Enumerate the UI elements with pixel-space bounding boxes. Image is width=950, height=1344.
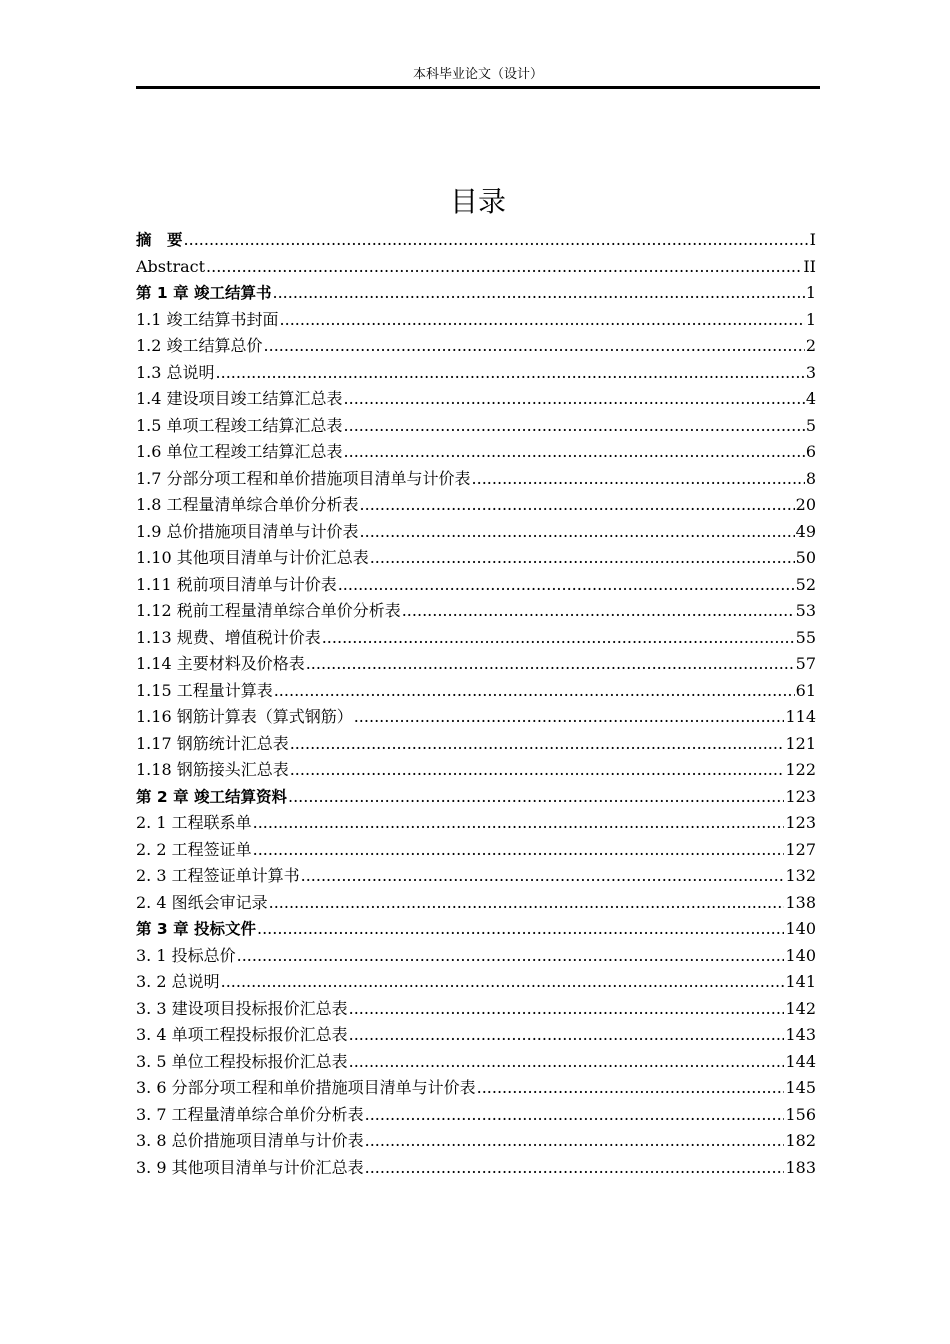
toc-entry-label: 1.5 单项工程竣工结算汇总表 [136,415,343,435]
toc-entry[interactable] [136,969,816,996]
toc-dot-leader [349,996,785,1023]
toc-dot-leader [216,360,805,387]
toc-entry-label: 1.1 竣工结算书封面 [136,309,279,329]
toc-dot-leader [253,837,785,864]
toc-dot-leader [206,254,802,281]
toc-dot-leader [257,916,784,943]
toc-entry[interactable] [136,466,816,493]
toc-entry[interactable] [136,678,816,705]
toc-entry[interactable] [136,386,816,413]
toc-entry-page: II [803,256,816,276]
toc-entry[interactable] [136,943,816,970]
toc-dot-leader [472,466,805,493]
toc-entry[interactable] [136,307,816,334]
toc-dot-leader [322,625,795,652]
toc-dot-leader [349,1022,785,1049]
toc-entry-label: 1.13 规费、增值税计价表 [136,627,321,647]
toc-entry-page: 52 [795,574,816,594]
toc-entry-label: 1.6 单位工程竣工结算汇总表 [136,442,343,461]
toc-dot-leader [288,784,784,811]
toc-dot-leader [280,307,805,334]
toc-entry-label: 第 3 章 投标文件 [136,920,256,938]
toc-entry-label: 1.12 税前工程量清单综合单价分析表 [136,601,401,620]
toc-entry-label: 1.9 总价措施项目清单与计价表 [136,521,359,541]
toc-dot-leader [290,731,785,758]
toc-entry-page: 122 [785,760,816,779]
toc-entry-label: 1.16 钢筋计算表（算式钢筋） [136,707,353,726]
toc-dot-leader [344,439,805,466]
toc-dot-leader [402,598,795,625]
toc-entry-label: 1.7 分部分项工程和单价措施项目清单与计价表 [136,468,471,488]
toc-entry-page: 49 [795,521,816,541]
toc-entry-page: 2 [805,336,816,355]
toc-entry-label: 1.10 其他项目清单与计价汇总表 [136,548,369,567]
toc-entry-page: 53 [795,601,816,620]
toc-entry-page: 141 [785,972,816,991]
toc-entry-label: 1.14 主要材料及价格表 [136,654,305,673]
toc-entry-page: 127 [785,839,816,859]
toc-entry-page: 182 [785,1131,816,1150]
toc-entry[interactable] [136,757,816,784]
toc-entry[interactable] [136,704,816,731]
toc-entry-label: 2. 3 工程签证单计算书 [136,866,300,885]
page-header: 本科毕业论文（设计） [412,67,543,82]
toc-dot-leader [344,386,805,413]
toc-entry-page: 123 [785,786,816,806]
toc-entry[interactable] [136,651,816,678]
toc-dot-leader [477,1075,785,1102]
toc-entry[interactable] [136,784,816,811]
toc-dot-leader [360,492,795,519]
toc-entry-label: 3. 1 投标总价 [136,945,236,965]
toc-entry[interactable] [136,254,816,281]
toc-entry[interactable] [136,863,816,890]
toc-dot-leader [306,651,795,678]
toc-entry-label: 3. 7 工程量清单综合单价分析表 [136,1104,364,1124]
header-divider [136,86,820,89]
toc-dot-leader [360,519,795,546]
toc-entry[interactable] [136,492,816,519]
toc-entry-label: 3. 3 建设项目投标报价汇总表 [136,998,348,1018]
toc-entry-page: 61 [795,680,816,700]
toc-entry-page: 55 [795,627,816,647]
toc-entry[interactable] [136,837,816,864]
toc-entry-page: 8 [805,468,816,488]
toc-entry-label: 1.8 工程量清单综合单价分析表 [136,495,359,514]
toc-dot-leader [274,678,795,705]
toc-entry[interactable] [136,280,816,307]
toc-entry-page: 20 [795,495,816,514]
toc-dot-leader [221,969,785,996]
toc-dot-leader [301,863,785,890]
toc-entry-label: 3. 4 单项工程投标报价汇总表 [136,1025,348,1044]
toc-entry[interactable] [136,545,816,572]
toc-dot-leader [365,1102,785,1129]
toc-entry-page: 142 [785,998,816,1018]
toc-dot-leader [272,280,804,307]
toc-entry-label: 摘 要 [136,231,183,249]
toc-entry-page: 143 [785,1025,816,1044]
toc-entry-label: 3. 2 总说明 [136,972,220,991]
toc-entry-page: 114 [785,707,816,726]
toc-dot-leader [349,1049,785,1076]
toc-entry-label: 3. 8 总价措施项目清单与计价表 [136,1131,364,1150]
toc-entry-page: 6 [805,442,816,461]
toc-dot-leader [253,810,785,837]
toc-entry[interactable] [136,731,816,758]
toc-entry-label: 3. 6 分部分项工程和单价措施项目清单与计价表 [136,1078,476,1097]
toc-entry-label: 1.4 建设项目竣工结算汇总表 [136,389,343,408]
toc-dot-leader [354,704,785,731]
toc-entry-page: 140 [785,945,816,965]
toc-entry-label: 1.2 竣工结算总价 [136,336,263,355]
toc-entry-label: 1.3 总说明 [136,362,215,382]
toc-entry-label: 2. 1 工程联系单 [136,813,252,832]
toc-dot-leader [237,943,785,970]
toc-entry-label: 1.18 钢筋接头汇总表 [136,760,289,779]
toc-entry[interactable] [136,333,816,360]
toc-dot-leader [290,757,785,784]
toc-entry[interactable] [136,625,816,652]
toc-dot-leader [370,545,795,572]
toc-entry[interactable] [136,519,816,546]
page-title: 目录 [449,185,506,218]
toc-entry[interactable] [136,413,816,440]
toc-entry-page: 138 [785,892,816,912]
table-of-contents [136,227,816,1181]
toc-dot-leader [365,1155,785,1182]
toc-entry[interactable] [136,890,816,917]
toc-entry[interactable] [136,227,816,254]
toc-dot-leader [269,890,785,917]
toc-entry-label: 1.15 工程量计算表 [136,680,273,700]
toc-entry-page: 121 [785,733,816,753]
toc-entry-page: 4 [805,389,816,408]
toc-entry-label: 1.11 税前项目清单与计价表 [136,574,337,594]
toc-entry-page: 183 [785,1157,816,1177]
toc-dot-leader [338,572,795,599]
toc-entry-label: Abstract [136,256,206,276]
toc-entry-page: I [809,230,816,249]
toc-entry[interactable] [136,1102,816,1129]
toc-entry[interactable] [136,360,816,387]
toc-entry-label: 1.17 钢筋统计汇总表 [136,733,289,753]
toc-entry[interactable] [136,1075,816,1102]
toc-entry[interactable] [136,1155,816,1182]
toc-entry-page: 140 [785,919,816,938]
toc-entry-page: 3 [805,362,816,382]
toc-entry[interactable] [136,572,816,599]
toc-entry[interactable] [136,1022,816,1049]
toc-entry-page: 57 [795,654,816,673]
toc-entry[interactable] [136,598,816,625]
toc-dot-leader [264,333,805,360]
toc-entry[interactable] [136,916,816,943]
toc-entry[interactable] [136,810,816,837]
toc-entry-label: 第 1 章 竣工结算书 [136,284,272,302]
toc-entry-page: 1 [805,309,816,329]
toc-dot-leader [184,227,809,254]
toc-entry-page: 123 [785,813,816,832]
toc-entry-page: 50 [795,548,816,567]
toc-entry-label: 3. 5 单位工程投标报价汇总表 [136,1051,348,1071]
toc-dot-leader [344,413,805,440]
toc-entry-page: 145 [785,1078,816,1097]
toc-entry-page: 132 [785,866,816,885]
toc-dot-leader [365,1128,785,1155]
toc-entry-page: 156 [785,1104,816,1124]
toc-entry[interactable] [136,1049,816,1076]
toc-entry-label: 3. 9 其他项目清单与计价汇总表 [136,1157,364,1177]
toc-entry-label: 2. 4 图纸会审记录 [136,892,268,912]
toc-entry[interactable] [136,996,816,1023]
toc-entry-label: 2. 2 工程签证单 [136,839,252,859]
toc-entry-page: 5 [805,415,816,435]
toc-entry[interactable] [136,439,816,466]
toc-entry[interactable] [136,1128,816,1155]
toc-entry-label: 第 2 章 竣工结算资料 [136,787,287,806]
toc-entry-page: 144 [785,1051,816,1071]
toc-entry-page: 1 [805,283,816,302]
